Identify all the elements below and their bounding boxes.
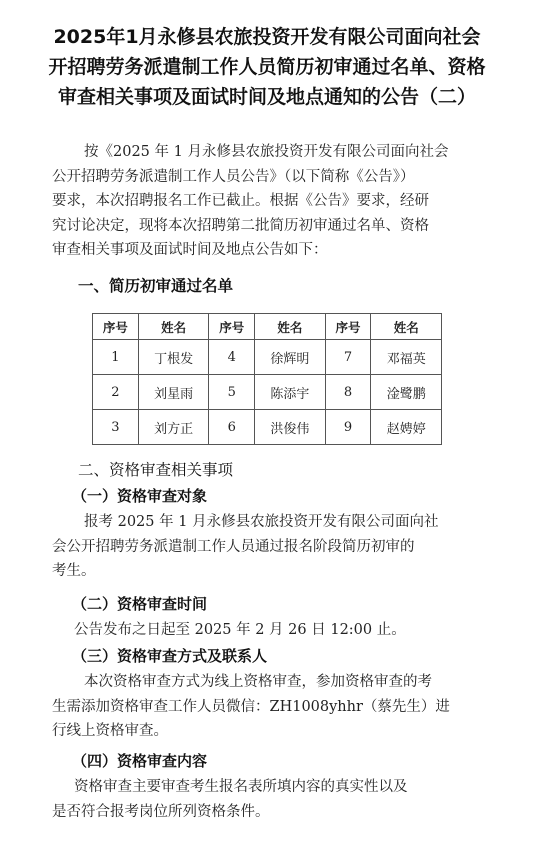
cell-index: 8 <box>325 375 371 410</box>
cell-name: 陈添宇 <box>255 375 325 410</box>
cell-index: 7 <box>325 340 371 375</box>
subsection-3-heading: （三）资格审查方式及联系人 <box>72 647 268 665</box>
cell-name: 邓福英 <box>371 340 442 375</box>
table-row <box>93 375 442 410</box>
cell-index: 9 <box>325 410 371 445</box>
subsection-2-heading: （二）资格审查时间 <box>72 595 208 613</box>
sub3-line-2: 生需添加资格审查工作人员微信：ZH1008yhhr（蔡先生）进 <box>52 698 450 715</box>
sub1-line-2: 会公开招聘劳务派遣制工作人员通过报名阶段简历初审的 <box>52 538 415 555</box>
cell-index: 2 <box>93 375 139 410</box>
table-row <box>93 410 442 445</box>
cell-index: 6 <box>209 410 255 445</box>
table-header-row <box>93 314 442 340</box>
subsection-1-body <box>52 510 502 584</box>
cell-index: 4 <box>209 340 255 375</box>
cell-index: 5 <box>209 375 255 410</box>
header-name: 姓名 <box>255 314 325 340</box>
cell-name: 洪俊伟 <box>255 410 325 445</box>
intro-line-5: 审查相关事项及面试时间及地点公告如下： <box>52 242 328 258</box>
intro-line-3: 要求，本次招聘报名工作已截止。根据《公告》要求，经研 <box>52 193 429 209</box>
announcement-title <box>12 22 522 112</box>
intro-line-4: 究讨论决定，现将本次招聘第二批简历初审通过名单、资格 <box>52 217 429 234</box>
subsection-3-body <box>52 670 502 744</box>
table-row <box>93 340 442 375</box>
cell-name: 徐辉明 <box>255 340 325 375</box>
sub3-line-1: 本次资格审查方式为线上资格审查，参加资格审查的考 <box>84 674 432 690</box>
title-line-3: 审查相关事项及面试时间及地点通知的公告（二） <box>57 86 476 108</box>
intro-paragraph <box>52 140 502 263</box>
sub4-line-2: 是否符合报考岗位所列资格条件。 <box>52 803 270 820</box>
cell-index: 1 <box>93 340 139 375</box>
cell-name: 赵娉婷 <box>371 410 442 445</box>
passed-candidates-table <box>92 313 442 445</box>
section-1-heading: 一、简历初审通过名单 <box>78 277 234 295</box>
header-index: 序号 <box>209 314 255 340</box>
sub2-line-1: 公告发布之日起至 2025 年 2 月 26 日 12:00 止。 <box>74 622 406 638</box>
sub3-line-3: 行线上资格审查。 <box>52 723 168 739</box>
sub1-line-1: 报考 2025 年 1 月永修县农旅投资开发有限公司面向社 <box>84 514 439 530</box>
subsection-2-body <box>52 618 502 643</box>
subsection-4-heading: （四）资格审查内容 <box>72 752 208 770</box>
header-name: 姓名 <box>371 314 442 340</box>
cell-name: 丁根发 <box>138 340 208 375</box>
sub4-line-1: 资格审查主要审查考生报名表所填内容的真实性以及 <box>74 779 408 795</box>
header-name: 姓名 <box>138 314 208 340</box>
sub1-line-3: 考生。 <box>52 563 96 579</box>
header-index: 序号 <box>93 314 139 340</box>
cell-index: 3 <box>93 410 139 445</box>
cell-name: 刘星雨 <box>138 375 208 410</box>
title-line-2: 开招聘劳务派遣制工作人员简历初审通过名单、资格 <box>48 56 486 78</box>
subsection-1-heading: （一）资格审查对象 <box>72 487 208 505</box>
intro-line-1: 按《2025 年 1 月永修县农旅投资开发有限公司面向社会 <box>84 144 449 160</box>
cell-name: 淦鹭鹏 <box>371 375 442 410</box>
subsection-4-body <box>52 775 502 824</box>
header-index: 序号 <box>325 314 371 340</box>
cell-name: 刘方正 <box>138 410 208 445</box>
title-line-1: 2025年1月永修县农旅投资开发有限公司面向社会 <box>53 26 481 48</box>
section-2-heading: 二、资格审查相关事项 <box>78 461 234 479</box>
intro-line-2: 公开招聘劳务派遣制工作人员公告》（以下简称《公告》） <box>52 168 415 185</box>
